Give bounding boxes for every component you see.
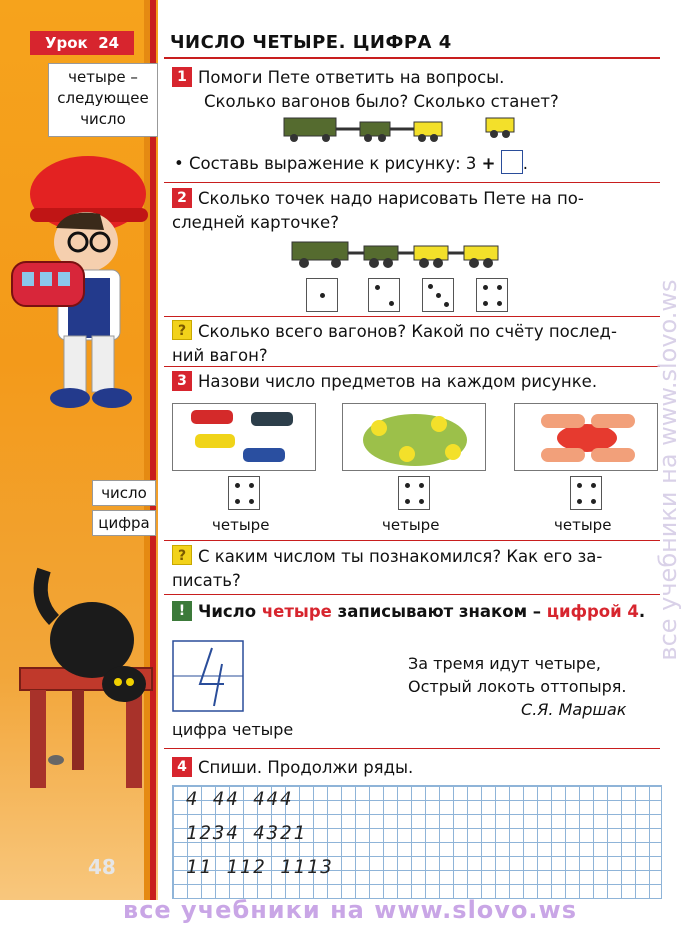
question1-line2: ний вагон? (172, 346, 268, 365)
rule-part1: Число (198, 602, 262, 621)
question1-line1: Сколько всего вагонов? Какой по счёту послед- (198, 322, 617, 341)
lesson-tab (30, 31, 134, 55)
dot-card-2 (368, 278, 400, 312)
divider (164, 540, 660, 541)
poem (408, 652, 626, 721)
rule-end: . (638, 602, 646, 621)
rule-text (172, 600, 645, 624)
tag-digit: цифра (92, 510, 156, 536)
answer-box[interactable] (501, 150, 523, 174)
dot-card-3 (422, 278, 454, 312)
copy-row: 1234 4321 (186, 822, 307, 844)
divider (164, 594, 660, 595)
dot-card-1 (306, 278, 338, 312)
expr-end: . (522, 154, 528, 173)
divider (164, 366, 660, 367)
task1-text (172, 66, 559, 114)
boy-illustration (8, 150, 158, 420)
task1-bullet: • Составь выражение к рисунку: (174, 154, 461, 173)
divider (164, 316, 660, 317)
poem-line: За тремя идут четыре, (408, 654, 601, 673)
question2-line1: С каким числом ты познакомился? Как его за- (198, 547, 603, 566)
question-icon: ? (172, 545, 192, 565)
expr-value: 3 (465, 154, 477, 173)
title-rule (164, 57, 660, 59)
page-number: 48 (88, 855, 116, 879)
task2-line2: следней карточке? (172, 213, 339, 232)
digit-four-sample (172, 640, 244, 712)
page-title: ЧИСЛО ЧЕТЫРЕ. ЦИФРА 4 (170, 32, 452, 53)
caption-four: четыре (554, 516, 612, 534)
question2-text (172, 545, 602, 593)
lesson-number: 24 (98, 34, 120, 52)
task3-text (172, 370, 597, 394)
rule-word-digit: цифрой 4 (546, 602, 639, 621)
question1-text (172, 320, 617, 368)
dot-card-four (228, 476, 260, 510)
exclamation-icon: ! (172, 601, 192, 621)
task2-text (172, 187, 584, 235)
dot-card-4[interactable] (476, 278, 508, 312)
task4-line: Спиши. Продолжи ряды. (198, 758, 414, 777)
picture-turnips (342, 403, 486, 471)
task3-badge: 3 (172, 371, 192, 391)
task1-bullet-row (174, 150, 528, 176)
poem-line: Острый локоть оттопыря. (408, 677, 627, 696)
task1-line2: Сколько вагонов было? Сколько станет? (204, 92, 559, 111)
margin-note-line: следующее (57, 89, 149, 107)
watermark-side: все учебники на www.slovo.ws (654, 279, 682, 661)
digit-caption: цифра четыре (172, 720, 294, 739)
question2-line2: писать? (172, 571, 241, 590)
task1-badge: 1 (172, 67, 192, 87)
task2-badge: 2 (172, 188, 192, 208)
margin-note-line: четыре – (68, 68, 138, 86)
train-task1 (282, 114, 522, 150)
question-icon: ? (172, 320, 192, 340)
caption-four: четыре (382, 516, 440, 534)
poem-author: С.Я. Маршак (521, 700, 627, 719)
task4-text (172, 756, 413, 780)
tag-number: число (92, 480, 156, 506)
caption-four: четыре (212, 516, 270, 534)
margin-note-line: число (80, 110, 126, 128)
train-task2 (290, 238, 510, 274)
rule-part2: записывают знаком – (331, 602, 547, 621)
expr-op: + (481, 154, 496, 173)
dot-card-four (570, 476, 602, 510)
divider (164, 182, 660, 183)
task2-line1: Сколько точек надо нарисовать Пете на по- (198, 189, 584, 208)
copy-row: 11 112 1113 (186, 856, 334, 878)
lesson-label: Урок (44, 34, 88, 52)
task3-line: Назови число предметов на каждом рисунке. (198, 372, 598, 391)
watermark-bottom: все учебники на www.slovo.ws (123, 896, 577, 924)
picture-cars (172, 403, 316, 471)
rule-word-four: четыре (261, 602, 332, 621)
margin-note (48, 63, 158, 137)
task1-line1: Помоги Пете ответить на вопросы. (198, 68, 505, 87)
divider (164, 748, 660, 749)
task4-badge: 4 (172, 757, 192, 777)
cat-on-stool-illustration (14, 560, 160, 790)
picture-sausages (514, 403, 658, 471)
dot-card-four (398, 476, 430, 510)
copy-row: 4 44 444 (186, 788, 294, 810)
